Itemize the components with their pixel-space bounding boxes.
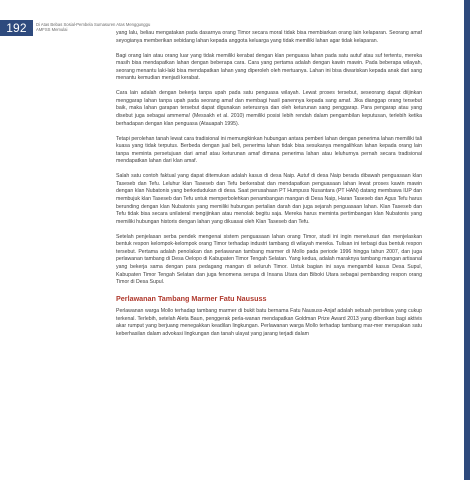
paragraph-2: Bagi orang lain atau orang luar yang tidak memiliki kerabat dengan klan penguasa lahan pada satu autuf atau suf tertentu, mereka masih bisa mendapatkan lahan dengan beberapa cara. Cara yang pertama adalah dengan kawin mawin. Pada beberapa wilayah, seorang menantu laki-laki bisa mendapatkan lahan yang diperoleh oleh mertuanya. Lahan ini bisa diwariskan kepada anak dari sang menantu kemudian menjadi kerabat. [116, 52, 422, 82]
right-edge-bar [464, 0, 470, 480]
body-text [116, 30, 422, 346]
paragraph-7: Perlawanan warga Mollo terhadap tambang marmer di bukit batu bernama Fatu Naususs-Anjaf adalah sebuah peristiwa yang cukup terkenal. Terlebih, setelah Aleta Baun, penggerak perla-wanan mendapatkan Goldman Prize Award 2013 yang diberikan bagi aktivis akar rumput yang berjuang menegakkan keadilan lingkungan. Perlawanan warga Mollo terhadap tambang mar-mer merupakan satu keberhasilan dalam advokasi lingkungan dan tanah ulayat yang jarang terjadi dalam [116, 308, 422, 337]
section-heading: Perlawanan Tambang Marmer Fatu Naususs [116, 294, 267, 304]
paragraph-3: Cara lain adalah dengan bekerja tanpa upah pada satu penguasa wilayah. Lewat proses tersebut, seseorang dapat diijinkan menggarap lahan tanpa upah pada seorang amaf dan membagi hasil panennya kepada sang amaf. Jika dianggap orang tersebut baik, maka lahan garapan tersebut dapat digunakan seterusnya dan oleh keturunan sang penggarap. Para pengarap atau yang disebut juga sebagai ammema! (Messakh et al. 2010) memiliki posisi lebih rendah dalam pengambilan keputusan, terlebih ketika berhadapan dengan klan penguasa (Atauapah 1995). [116, 90, 422, 127]
running-head: Di Atas Bebas Sosial-Pembela Sumasuren Atas Menggunggu AMFSS Memulai [36, 22, 151, 33]
page-number: 192 [0, 20, 33, 36]
paragraph-4: Tetapi perolehan tanah lewat cara tradisional ini memungkinkan hubungan antara pemberi lahan dengan penerima lahan memiliki tali kuasa yang tidak terputus. Berbeda dengan jual beli, penerima lahan tidak bisa sesukanya mengalihkan lahan kepada orang lain tanpa meminta persetujuan dari amaf atau keturunan amaf dimana penerima lahan atau leluhurnya pernah secara tradisional mendapatkan lahan dari klan amaf. [116, 135, 422, 165]
paragraph-1: yang lalu, beliau mengatakan pada dasarnya orang Timor secara moral tidak bisa membiarkan orang lain kelaparan. Seorang amaf seyogianya memberikan sebidang lahan kepada anggota keluarga yang tidak memiliki lahan agar tidak kelaparan. [116, 30, 422, 44]
paragraph-6: Setelah penjelasan serba pendek mengenai sistem penguasaan lahan orang Timor, studi ini ingin menelusuri dan menjelaskan bentuk respon kelompok-kelompok orang Timor terhadap industri tambang di wilayah mereka. Tulisan ini terbagi dua bentuk respon tersebut. Pertama adalah penolakan dan perlawanan tambang marmer di Mollo pada periode 1996 hingga tahun 2007, dan juga perlawanan tambang di Desa Oelopo di Kabupaten Timor Tengah Selatan. Yang kedua, adalah maraknya tambang mangan artisanal yang bekerja sama dengan para pedagang mangan di seluruh Timor. Untuk bagian ini saya mengambil kasus Desa Supul, Kabupaten Timor Tengah Selatan dan juga fenomena serupa di Insana Utara dan Biboki Utara sebagai pembanding respon orang Timor di Desa Supul. [116, 233, 422, 286]
paragraph-5: Salah satu contoh faktual yang dapat ditemukan adalah kasus di desa Naip. Autuf di desa Naip berada dibawah penguasaan klan Taseseb dan Tefu. Leluhur klan Taseseb dan Tefu berkerabat dan mendapatkan penguasaan lahan lewat proses kawin mawin dengan klan Nubatonis yang berkedudukan di desa. Saat perusahaan PT Humpuss Nusantara (PT HAN) datang membawa IUP dan membujuk klan Taseseb dan Tefu untuk memperbolehkan penambangan mangan di Desa Naip, Haran Taseseb dan Agus Tefu harus berunding dengan klan Nubatonis yang memiliki hubungan pertalian darah dan juga sejarah penguasaan lahan. Klan Taseseb dan Tefu tidak bisa secara unilateral mengijinkan atau menolak begitu saja. Mereka harus meminta pertimbangan klan Nubatonis yang memiliki hubungan historis dengan lahan yang dikuasai oleh Klan Taseseb dan Tefu. [116, 173, 422, 225]
